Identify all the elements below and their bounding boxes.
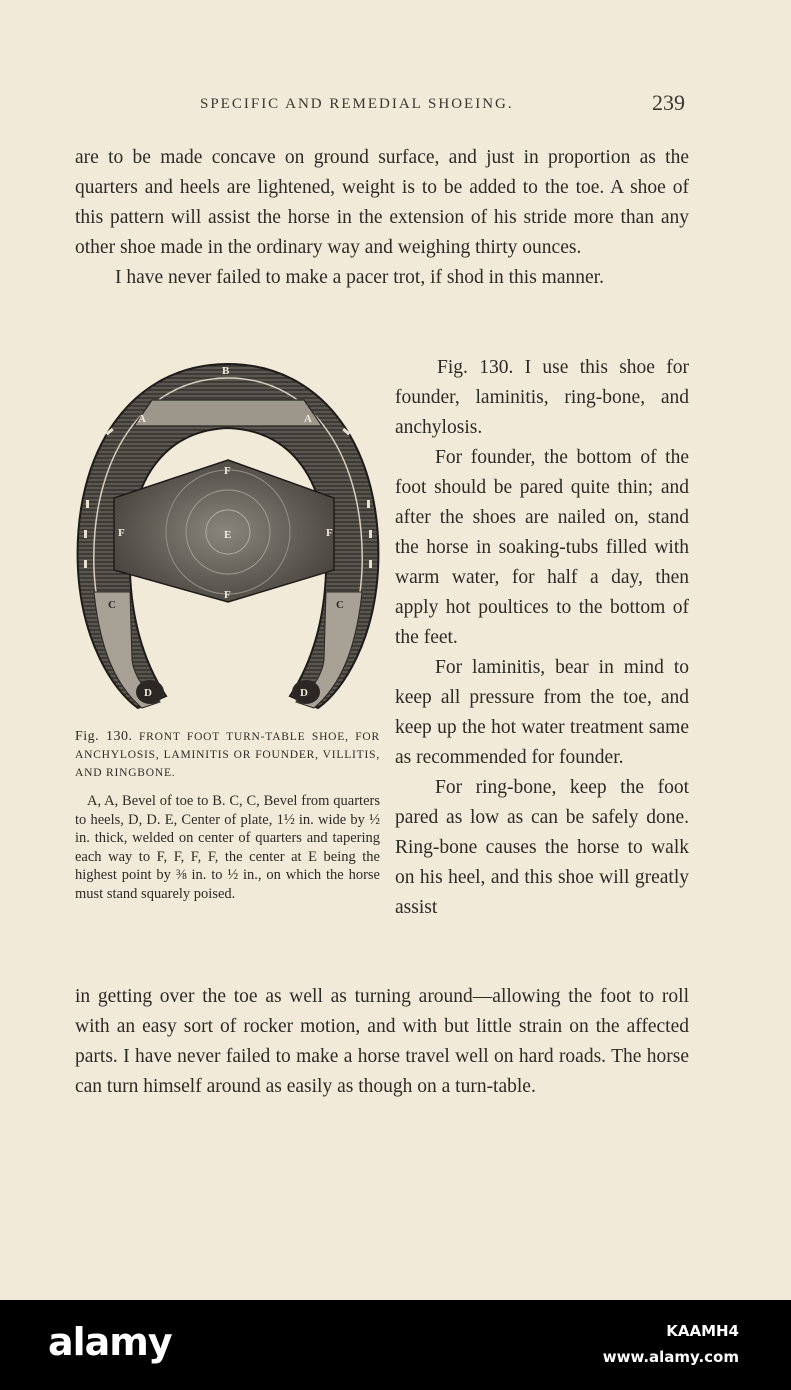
label-c-left: C xyxy=(108,599,116,611)
figure-number: Fig. 130. xyxy=(75,729,133,744)
paragraph-laminitis: For laminitis, bear in mind to keep all pressure from the toe, and keep up the hot water treatment same as recommended for founder. xyxy=(395,657,689,768)
paragraph-founder: For founder, the bottom of the foot should be pared quite thin; and after the shoes are nailed on, stand the horse in soaking-tubs filled with warm water, for half a day, then apply hot poultices to the bottom of the feet. xyxy=(395,447,689,648)
label-a-right: A xyxy=(304,413,312,425)
alamy-logo: alamy xyxy=(48,1320,172,1364)
figure-caption-text: FRONT FOOT TURN-TABLE SHOE, FOR ANCHYLOSIS, LAMINITIS OR FOUNDER, VILLITIS, AND RINGBONE. xyxy=(75,731,380,779)
footer-url: www.alamy.com xyxy=(602,1348,739,1366)
label-e: E xyxy=(224,529,232,541)
horseshoe-figure xyxy=(72,360,384,716)
page-number: 239 xyxy=(652,90,685,115)
right-column-text xyxy=(395,353,689,923)
paragraph-pacer: I have never failed to make a pacer trot, if shod in this manner. xyxy=(115,267,604,288)
footer-bar xyxy=(0,1300,791,1390)
label-d-right: D xyxy=(300,687,308,699)
label-c-right: C xyxy=(336,599,344,611)
toe-bevel xyxy=(134,400,322,426)
label-d-left: D xyxy=(144,687,152,699)
label-f-top: F xyxy=(224,465,231,477)
paragraph-conclusion: in getting over the toe as well as turning around—allowing the foot to roll with an easy sort of rocker motion, and with but little strain on the affected parts. I have never failed to make a horse travel well on hard roads. The horse can turn himself around as easily as though on a turn-table. xyxy=(75,986,689,1097)
bottom-text-block xyxy=(75,982,689,1102)
label-a-left: A xyxy=(138,413,146,425)
label-f-right: F xyxy=(326,527,333,539)
top-text-block xyxy=(75,143,689,293)
paragraph-ringbone: For ring-bone, keep the foot pared as low as can be safely done. Ring-bone causes the horse to walk on his heel, and this shoe will greatly assist xyxy=(395,777,689,918)
running-title: SPECIFIC AND REMEDIAL SHOEING. xyxy=(200,96,514,112)
figure-caption xyxy=(75,728,380,782)
paragraph-fig-use: Fig. 130. I use this shoe for founder, laminitis, ring-bone, and anchylosis. xyxy=(395,357,689,438)
figure-legend: A, A, Bevel of toe to B. C, C, Bevel from quarters to heels, D, D. E, Center of plate, 1½ in. wide by ½ in. thick, welded on center of quarters and tapering each way to F, F, F, F, the center at E being the highest point by ⅜ in. to ½ in., on which the horse must stand squarely poised. xyxy=(75,793,380,902)
label-b: B xyxy=(222,365,230,377)
image-id: KAAMH4 xyxy=(666,1322,739,1340)
label-f-bottom: F xyxy=(224,589,231,601)
horseshoe-illustration xyxy=(72,360,384,716)
label-f-left: F xyxy=(118,527,125,539)
paragraph-continued: are to be made concave on ground surface, and just in proportion as the quarters and heels are lightened, weight is to be added to the toe. A shoe of this pattern will assist the horse in the extension of his stride more than any other shoe made in the ordinary way and weighing thirty ounces. xyxy=(75,147,689,258)
